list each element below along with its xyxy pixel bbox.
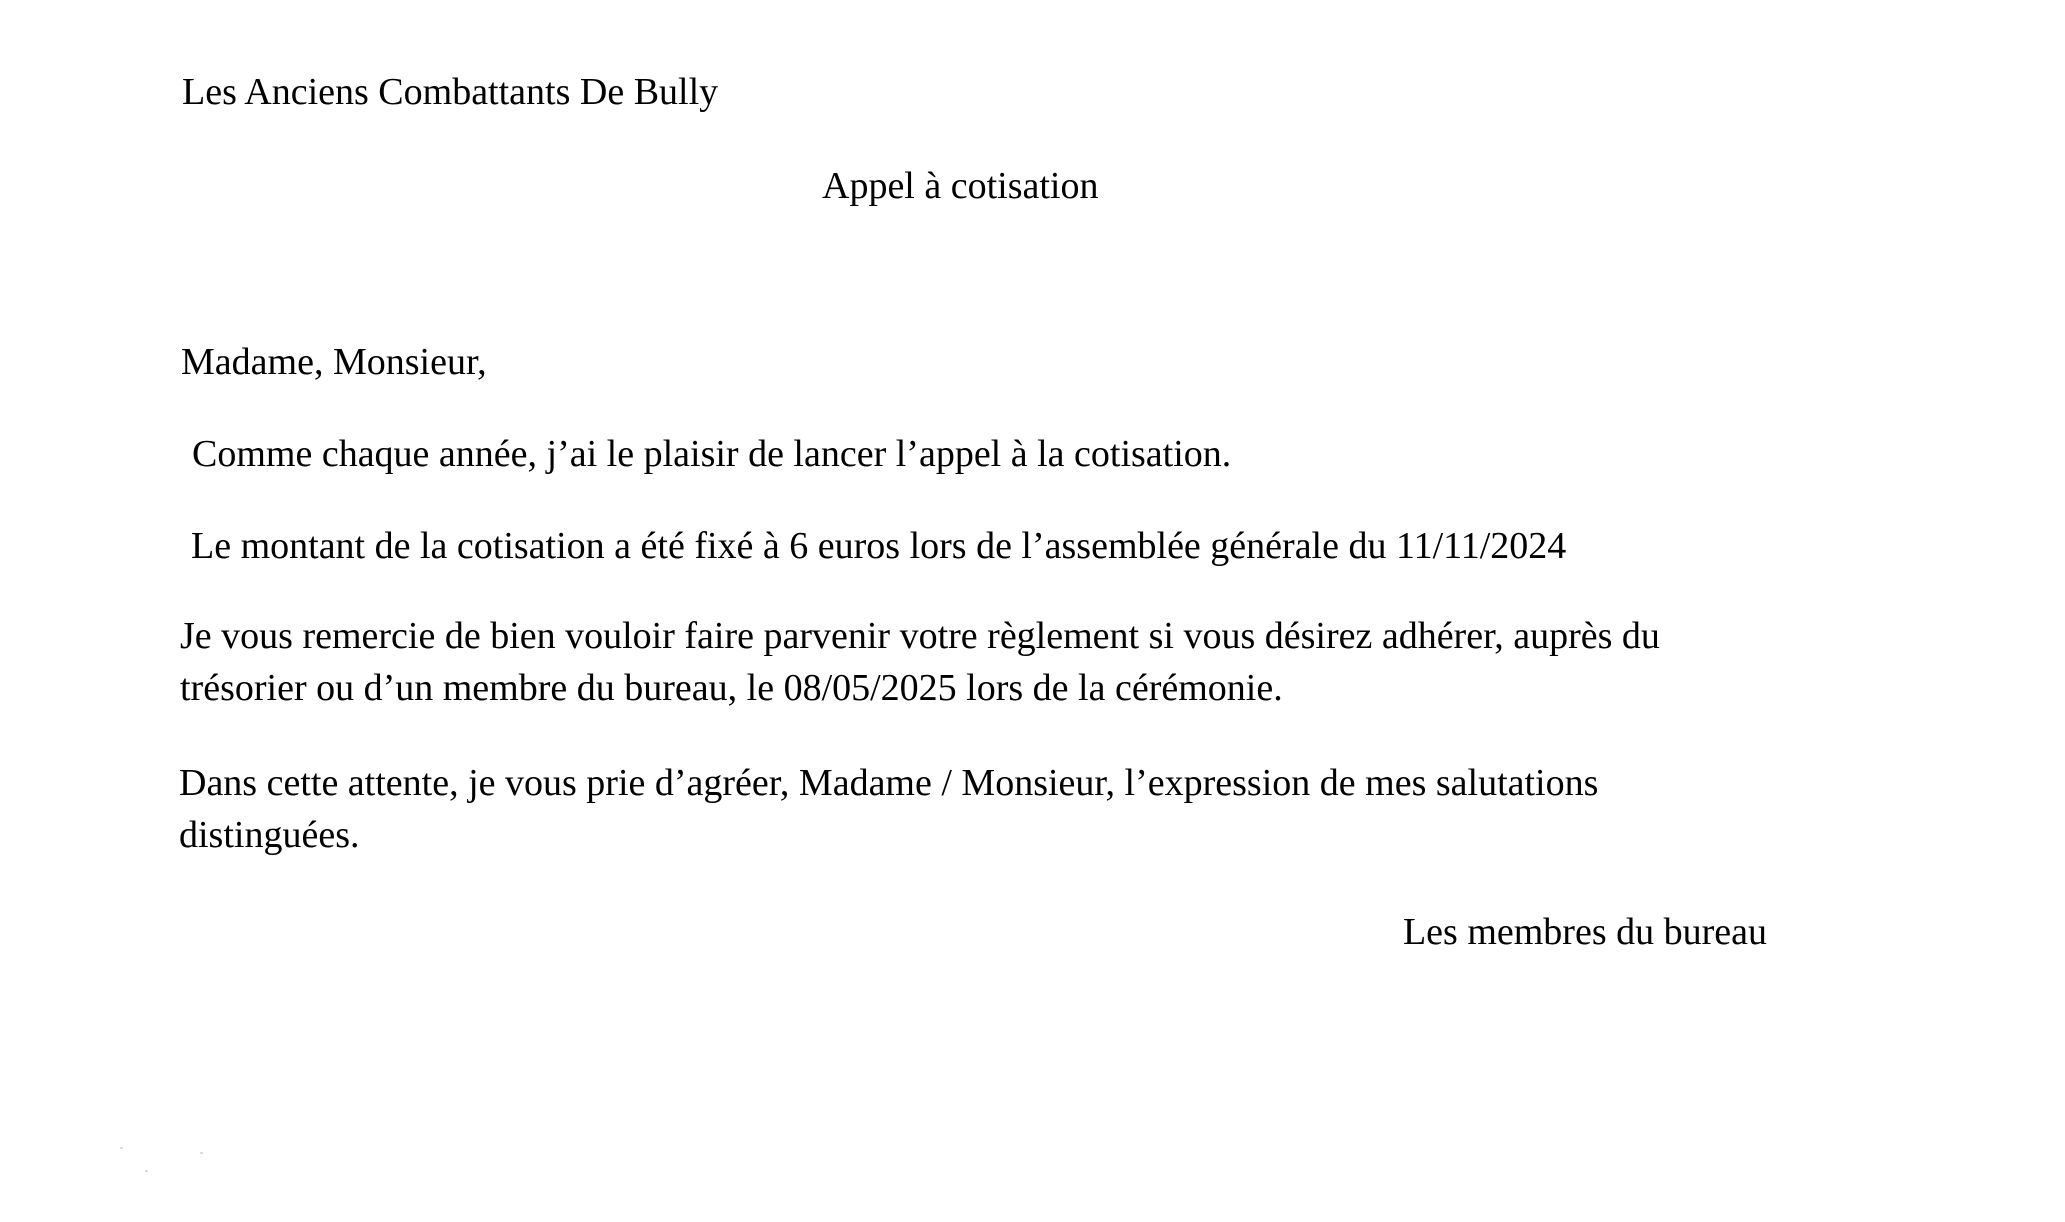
document-title: Appel à cotisation: [822, 165, 1099, 207]
paragraph-payment: Je vous remercie de bien vouloir faire parvenir votre règlement si vous désirez adhérer, auprès du trésorier ou d’un membre du bureau, le 08/05/2025 lors de la cérémonie.: [180, 615, 1660, 709]
scan-speck: [145, 1170, 148, 1172]
organization-name: Les Anciens Combattants De Bully: [182, 71, 719, 113]
paragraph-amount: Le montant de la cotisation a été fixé à 6 euros lors de l’assemblée générale du 11/11/2024: [191, 525, 1567, 567]
scan-speck: [120, 1147, 123, 1149]
paragraph-intro: Comme chaque année, j’ai le plaisir de lancer l’appel à la cotisation.: [192, 433, 1232, 475]
salutation: Madame, Monsieur,: [181, 341, 487, 383]
signature: Les membres du bureau: [1402, 911, 1767, 953]
paragraph-closing: Dans cette attente, je vous prie d’agréer, Madame / Monsieur, l’expression de mes salutations distinguées.: [179, 762, 1599, 856]
scan-speck: [200, 1152, 203, 1154]
